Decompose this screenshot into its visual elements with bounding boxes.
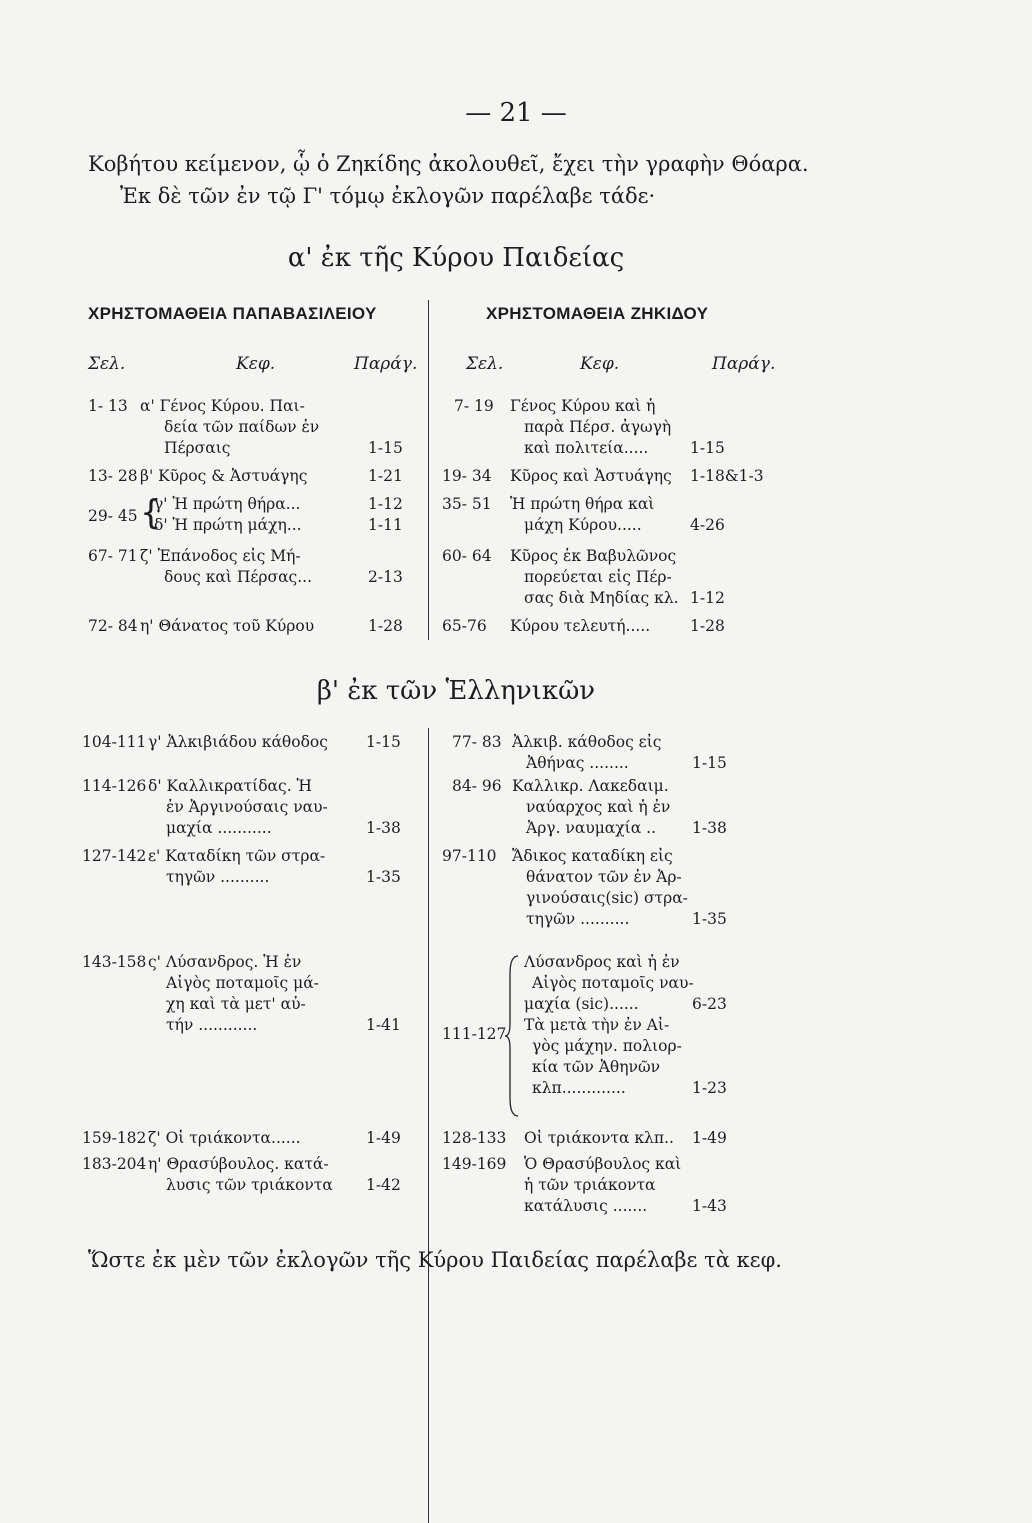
entry-ref: 19- 34 bbox=[442, 467, 492, 485]
entry-line: σας διὰ Μηδίας κλ. bbox=[524, 589, 679, 607]
entry-line: Ἡ πρώτη θήρα καὶ bbox=[510, 495, 655, 513]
entry-paragraph: 1-21 bbox=[368, 467, 403, 485]
entry-line: η' Θρασύβουλος. κατά- bbox=[148, 1155, 329, 1173]
entry-paragraph: 1-42 bbox=[366, 1176, 401, 1194]
entry-ref: 72- 84 bbox=[88, 617, 138, 635]
entry-line: κατάλυσις ....... bbox=[524, 1197, 648, 1215]
entry-line: Οἱ τριάκοντα κλπ.. bbox=[524, 1129, 674, 1147]
section-b-divider bbox=[428, 728, 429, 1523]
entry-ref: 13- 28 bbox=[88, 467, 138, 485]
entry-paragraph: 1-38 bbox=[692, 819, 727, 837]
entry-ref: 127-142 bbox=[82, 847, 147, 865]
entry-line: Λύσανδρος καὶ ἡ ἐν bbox=[524, 953, 680, 971]
entry-line: γινούσαις(sic) στρα- bbox=[526, 889, 688, 907]
entry-ref: 1- 13 bbox=[88, 397, 128, 415]
entry-paragraph: 1-38 bbox=[366, 819, 401, 837]
entry-ref: 149-169 bbox=[442, 1155, 507, 1173]
entry-line: γ' Ἀλκιβιάδου κάθοδος bbox=[148, 733, 328, 751]
entry-line: τηγῶν .......... bbox=[526, 910, 630, 928]
left-brace-icon: { bbox=[140, 493, 162, 533]
entry-paragraph: 1-18&1-3 bbox=[690, 467, 764, 485]
entry-paragraph: 1-15 bbox=[366, 733, 401, 751]
entry-paragraph: 6-23 bbox=[692, 995, 727, 1013]
entry-line: χη καὶ τὰ μετ' αὐ- bbox=[166, 995, 306, 1013]
entry-ref: 29- 45 bbox=[88, 507, 138, 525]
entry-line: Κῦρος καὶ Ἀστυάγης bbox=[510, 467, 672, 485]
entry-line: δεία τῶν παίδων ἐν bbox=[164, 418, 320, 436]
entry-ref: 183-204 bbox=[82, 1155, 147, 1173]
entry-paragraph: 1-41 bbox=[366, 1016, 401, 1034]
entry-ref: 104-111 bbox=[82, 733, 147, 751]
closing-line: Ὥστε ἐκ μὲν τῶν ἐκλογῶν τῆς Κύρου Παιδείας παρέλαβε τὰ κεφ. bbox=[88, 1248, 782, 1272]
entry-line: Τὰ μετὰ τὴν ἐν Αἰ- bbox=[524, 1016, 670, 1034]
left-header-sel: Σελ. bbox=[88, 354, 126, 374]
entry-paragraph: 1-35 bbox=[692, 910, 727, 928]
entry-ref: 60- 64 bbox=[442, 547, 492, 565]
entry-paragraph: 1-28 bbox=[368, 617, 403, 635]
entry-line: δ' Καλλικρατίδας. Ἡ bbox=[148, 777, 312, 795]
entry-paragraph: 1-15 bbox=[690, 439, 725, 457]
entry-paragraph: 2-13 bbox=[368, 568, 403, 586]
left-header-parag: Παράγ. bbox=[354, 354, 418, 374]
entry-line: γὸς μάχην. πολιορ- bbox=[532, 1037, 682, 1055]
entry-paragraph: 4-26 bbox=[690, 516, 725, 534]
entry-ref: 77- 83 bbox=[452, 733, 502, 751]
entry-line: Ἀργ. ναυμαχία .. bbox=[526, 819, 656, 837]
section-a-divider bbox=[428, 300, 429, 640]
intro-line-1: Κοβήτου κείμενον, ᾧ ὁ Ζηκίδης ἀκολουθεῖ, ἔχει τὴν γραφὴν Θόαρα. bbox=[88, 152, 809, 176]
entry-ref: 97-110 bbox=[442, 847, 497, 865]
entry-line: ἐν Ἀργινούσαις ναυ- bbox=[166, 798, 328, 816]
section-a-title: α' ἐκ τῆς Κύρου Παιδείας bbox=[287, 243, 625, 273]
entry-line: θάνατον τῶν ἐν Ἀρ- bbox=[526, 868, 682, 886]
section-b-title: β' ἐκ τῶν Ἑλληνικῶν bbox=[316, 676, 596, 706]
entry-line: δους καὶ Πέρσας... bbox=[164, 568, 313, 586]
entry-paragraph: 1-49 bbox=[366, 1129, 401, 1147]
entry-paragraph: 1-49 bbox=[692, 1129, 727, 1147]
entry-paragraph: 1-12 bbox=[690, 589, 725, 607]
entry-ref: 159-182 bbox=[82, 1129, 147, 1147]
left-brace-icon bbox=[504, 954, 520, 1118]
left-column-title: ΧΡΗΣΤΟΜΑΘΕΙΑ ΠΑΠΑΒΑΣΙΛΕΙΟΥ bbox=[88, 304, 377, 323]
entry-line: Ἀθήνας ........ bbox=[526, 754, 629, 772]
entry-ref: 7- 19 bbox=[454, 397, 494, 415]
entry-line: ε' Καταδίκη τῶν στρα- bbox=[148, 847, 326, 865]
entry-paragraph: 1-11 bbox=[368, 516, 403, 534]
right-header-parag: Παράγ. bbox=[712, 354, 776, 374]
entry-line: Αἰγὸς ποταμοῖς ναυ- bbox=[532, 974, 694, 992]
entry-line: κλπ............. bbox=[532, 1079, 626, 1097]
entry-line: ζ' Οἱ τριάκοντα...... bbox=[148, 1129, 301, 1147]
left-header-kef: Κεφ. bbox=[236, 354, 276, 374]
entry-paragraph: 1-12 bbox=[368, 495, 403, 513]
entry-line: τηγῶν .......... bbox=[166, 868, 270, 886]
page-number: — 21 — bbox=[465, 98, 567, 128]
entry-line: παρὰ Πέρσ. ἀγωγὴ bbox=[524, 418, 672, 436]
entry-line: ἡ τῶν τριάκοντα bbox=[524, 1176, 656, 1194]
entry-line: β' Κῦρος & Ἀστυάγης bbox=[140, 467, 308, 485]
entry-line: μαχία (sic)...... bbox=[524, 995, 639, 1013]
right-column-title: ΧΡΗΣΤΟΜΑΘΕΙΑ ΖΗΚΙΔΟΥ bbox=[486, 304, 709, 323]
entry-paragraph: 1-23 bbox=[692, 1079, 727, 1097]
entry-line: γ' Ἡ πρώτη θήρα... bbox=[154, 495, 301, 513]
entry-line: δ' Ἡ πρώτη μάχη... bbox=[154, 516, 302, 534]
entry-paragraph: 1-15 bbox=[368, 439, 403, 457]
entry-ref: 143-158 bbox=[82, 953, 147, 971]
entry-paragraph: 1-35 bbox=[366, 868, 401, 886]
entry-line: Γένος Κύρου καὶ ἡ bbox=[510, 397, 656, 415]
entry-line: Ὁ Θρασύβουλος καὶ bbox=[524, 1155, 682, 1173]
intro-line-2: Ἐκ δὲ τῶν ἐν τῷ Γ' τόμῳ ἐκλογῶν παρέλαβε τάδε· bbox=[120, 184, 656, 208]
entry-paragraph: 1-43 bbox=[692, 1197, 727, 1215]
entry-line: Κῦρος ἐκ Βαβυλῶνος bbox=[510, 547, 677, 565]
entry-ref: 128-133 bbox=[442, 1129, 507, 1147]
entry-ref: 114-126 bbox=[82, 777, 147, 795]
entry-line: τήν ............ bbox=[166, 1016, 258, 1034]
entry-line: καὶ πολιτεία..... bbox=[524, 439, 649, 457]
entry-line: Κύρου τελευτή..... bbox=[510, 617, 651, 635]
entry-line: λυσις τῶν τριάκοντα bbox=[166, 1176, 333, 1194]
right-header-kef: Κεφ. bbox=[580, 354, 620, 374]
entry-ref: 65-76 bbox=[442, 617, 487, 635]
entry-line: ζ' Ἐπάνοδος εἰς Μή- bbox=[140, 547, 301, 565]
entry-line: η' Θάνατος τοῦ Κύρου bbox=[140, 617, 315, 635]
entry-ref: 111-127 bbox=[442, 1025, 507, 1043]
entry-line: μάχη Κύρου..... bbox=[524, 516, 642, 534]
entry-line: πορεύεται εἰς Πέρ- bbox=[524, 568, 672, 586]
entry-line: α' Γένος Κύρου. Παι- bbox=[140, 397, 305, 415]
entry-ref: 84- 96 bbox=[452, 777, 502, 795]
entry-line: κία τῶν Ἀθηνῶν bbox=[532, 1058, 661, 1076]
entry-line: Ἀλκιβ. κάθοδος εἰς bbox=[512, 733, 662, 751]
entry-line: Καλλικρ. Λακεδαιμ. bbox=[512, 777, 669, 795]
entry-line: ς' Λύσανδρος. Ἡ ἐν bbox=[148, 953, 302, 971]
entry-ref: 67- 71 bbox=[88, 547, 138, 565]
entry-paragraph: 1-15 bbox=[692, 754, 727, 772]
entry-line: Πέρσαις bbox=[164, 439, 231, 457]
right-header-sel: Σελ. bbox=[466, 354, 504, 374]
entry-line: Αἰγὸς ποταμοῖς μά- bbox=[166, 974, 319, 992]
entry-line: Ἄδικος καταδίκη εἰς bbox=[512, 847, 673, 865]
entry-ref: 35- 51 bbox=[442, 495, 492, 513]
entry-line: μαχία ........... bbox=[166, 819, 272, 837]
entry-line: ναύαρχος καὶ ἡ ἐν bbox=[526, 798, 671, 816]
entry-paragraph: 1-28 bbox=[690, 617, 725, 635]
